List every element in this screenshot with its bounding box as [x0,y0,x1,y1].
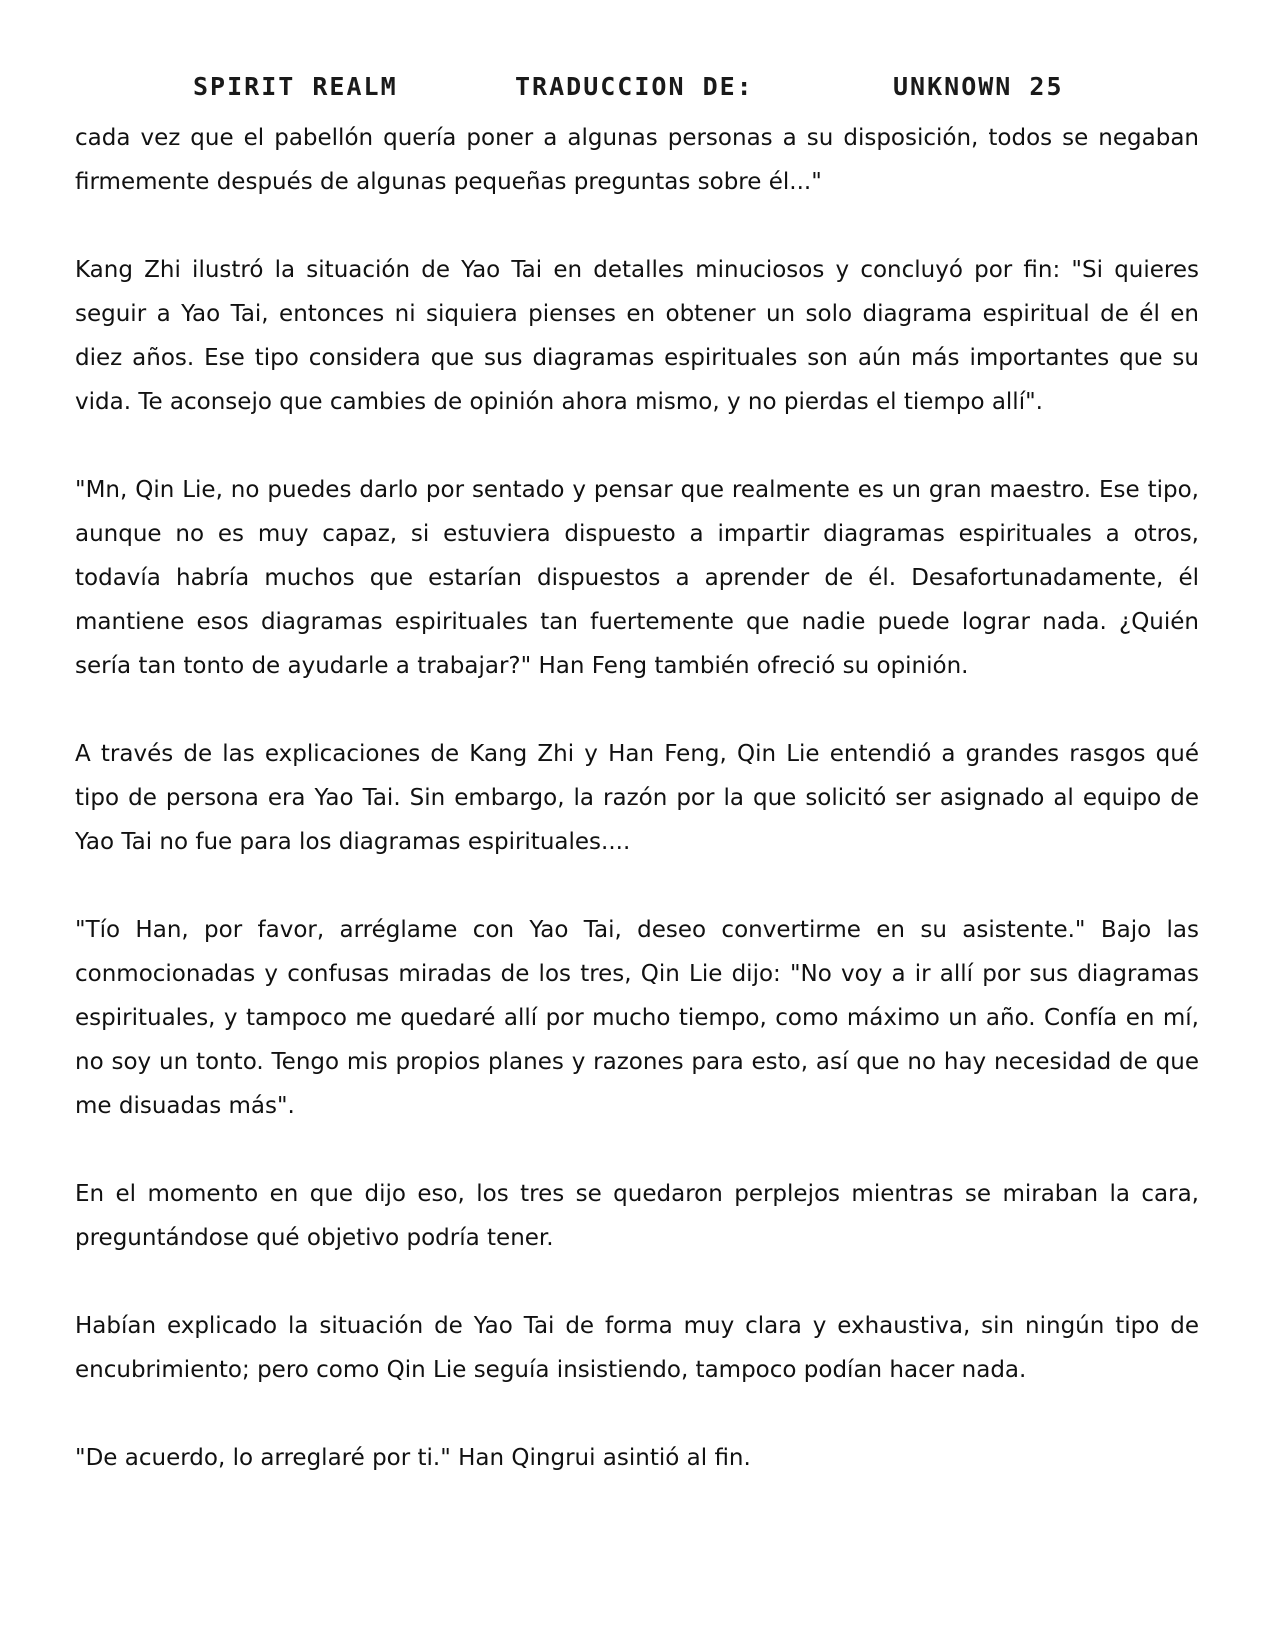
paragraph: Kang Zhi ilustró la situación de Yao Tai en detalles minuciosos y concluyó por fin: "Si quieres seguir a Yao Tai, entonces ni siquiera pienses en obtener un solo diagrama espiritual de él en diez años. Ese tipo considera que sus diagramas espirituales son aún más importantes que su vida. Te aconsejo que cambies de opinión ahora mismo, y no pierdas el tiempo allí". [75,257,1199,415]
header-translator: UNKNOWN 25 [893,72,1064,101]
page-header [0,72,1275,112]
paragraph: Habían explicado la situación de Yao Tai de forma muy clara y exhaustiva, sin ningún tipo de encubrimiento; pero como Qin Lie seguía insistiendo, tampoco podían hacer nada. [75,1313,1199,1383]
header-translation-label: TRADUCCION DE: [515,72,754,101]
paragraph: "Tío Han, por favor, arréglame con Yao Tai, deseo convertirme en su asistente." Bajo las conmocionadas y confusas miradas de los tres, Qin Lie dijo: "No voy a ir allí por sus diagramas espirituales, y tampoco me quedaré allí por mucho tiempo, como máximo un año. Confía en mí, no soy un tonto. Tengo mis propios planes y razones para esto, así que no hay necesidad de que me disuadas más". [75,917,1199,1119]
paragraph: "Mn, Qin Lie, no puedes darlo por sentado y pensar que realmente es un gran maestro. Ese tipo, aunque no es muy capaz, si estuviera dispuesto a impartir diagramas espirituales a otros, todavía habría muchos que estarían dispuestos a aprender de él. Desafortunadamente, él mantiene esos diagramas espirituales tan fuertemente que nadie puede lograr nada. ¿Quién sería tan tonto de ayudarle a trabajar?" Han Feng también ofreció su opinión. [75,477,1199,679]
paragraph: A través de las explicaciones de Kang Zhi y Han Feng, Qin Lie entendió a grandes rasgos qué tipo de persona era Yao Tai. Sin embargo, la razón por la que solicitó ser asignado al equipo de Yao Tai no fue para los diagramas espirituales.... [75,741,1199,855]
paragraph: cada vez que el pabellón quería poner a algunas personas a su disposición, todos se negaban firmemente después de algunas pequeñas preguntas sobre él..." [75,125,1199,195]
header-title: SPIRIT REALM [193,72,398,101]
paragraph: En el momento en que dijo eso, los tres se quedaron perplejos mientras se miraban la cara, preguntándose qué objetivo podría tener. [75,1181,1199,1251]
paragraph: "De acuerdo, lo arreglaré por ti." Han Qingrui asintió al fin. [75,1445,751,1471]
document-body [75,116,1199,1524]
